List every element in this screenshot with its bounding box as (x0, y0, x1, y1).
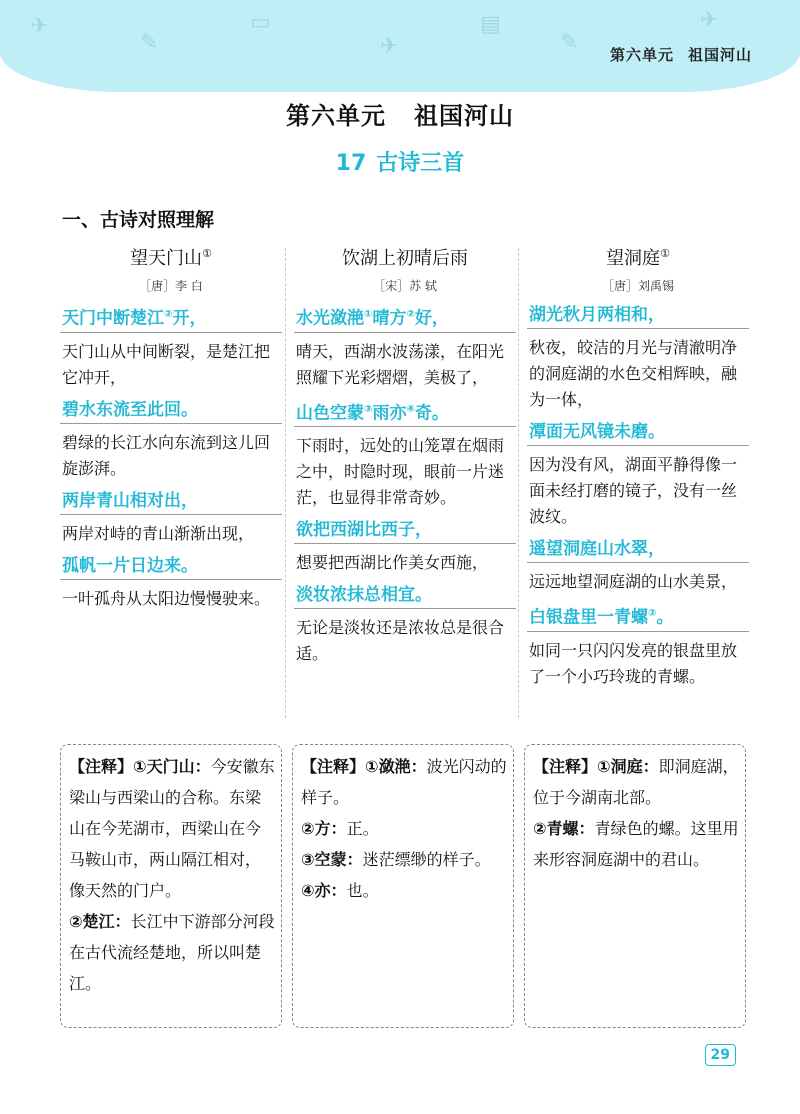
annotation-heading: 【注释】 (69, 757, 134, 776)
poem-line: 水光潋滟①晴方②好， (294, 300, 516, 333)
annotation-text: 也。 (346, 881, 379, 900)
poem-title: 望天门山① (130, 247, 212, 269)
poem-title: 望洞庭① (606, 247, 670, 269)
poem-translation: 远远地望洞庭湖的山水美景， (529, 572, 738, 591)
annotation-term: ②青螺： (533, 819, 595, 838)
section-title: 一、古诗对照理解 (62, 209, 215, 231)
pencil-icon: ✎ (560, 30, 579, 55)
poem-column-2 (294, 238, 516, 671)
lesson-title (0, 146, 800, 177)
running-header-unit: 第六单元 (609, 46, 674, 64)
poem-line: 欲把西湖比西子， (294, 515, 516, 544)
annotation-term: ②楚江： (69, 912, 131, 931)
unit-title-theme: 祖国河山 (414, 102, 514, 130)
annotation-text: 青绿色的螺。这里用来形容洞庭湖中的君山。 (533, 819, 739, 869)
annotation-heading: 【注释】 (301, 757, 366, 776)
poem-author: ［唐］李 白 (139, 279, 203, 293)
page-number: 29 (705, 1044, 736, 1066)
poem-translation: 无论是淡妆还是浓妆总是很合适。 (296, 618, 505, 664)
annotation-term: ①洞庭： (597, 757, 659, 776)
poem-column-3 (527, 238, 749, 694)
poem-translation: 因为没有风，湖面平静得像一面未经打磨的镜子，没有一丝波纹。 (529, 455, 738, 526)
annotation-text: 今安徽东梁山与西梁山的合称。东梁山在今芜湖市，西梁山在今马鞍山市，两山隔江相对，像天然的门户。 (69, 757, 275, 900)
poem-author: ［宋］苏 轼 (373, 279, 437, 293)
running-header-theme: 祖国河山 (687, 46, 752, 64)
poem-line: 白银盘里一青螺②。 (527, 599, 749, 632)
poem-translation: 想要把西湖比作美女西施， (296, 553, 489, 573)
annotation-text: 正。 (346, 819, 379, 838)
pencil-icon: ✎ (140, 30, 159, 55)
poem-author: ［唐］刘禹锡 (601, 279, 674, 293)
annotation-term: ④亦： (301, 881, 347, 900)
poem-line: 两岸青山相对出， (60, 486, 282, 515)
poem-line: 潭面无风镜未磨。 (527, 417, 749, 446)
poem-line: 天门中断楚江②开， (60, 300, 282, 333)
lesson-number: 17 (335, 151, 367, 176)
annotation-box-1 (60, 744, 282, 1028)
annotation-box-2 (292, 744, 514, 1028)
poem-translation: 天门山从中间断裂，是楚江把它冲开， (62, 341, 271, 387)
poem-translation: 下雨时，远处的山笼罩在烟雨之中，时隐时现，眼前一片迷茫，也显得非常奇妙。 (296, 436, 505, 508)
annotation-term: ①天门山： (133, 757, 211, 776)
annotation-text: 即洞庭湖，位于今湖南北部。 (533, 757, 739, 807)
annotation-text: 迷茫缥缈的样子。 (362, 850, 491, 869)
annotation-box-3 (524, 744, 746, 1028)
annotation-term: ②方： (301, 819, 347, 838)
annotation-heading: 【注释】 (533, 757, 598, 776)
annotation-term: ③空蒙： (301, 850, 363, 869)
book-icon: ▤ (480, 12, 501, 37)
poem-translation: 如同一只闪闪发亮的银盘里放了一个小巧玲珑的青螺。 (529, 640, 738, 686)
poem-column-1 (60, 238, 282, 616)
header-band (0, 0, 800, 92)
poem-translation: 秋夜，皎洁的月光与清澈明净的洞庭湖的水色交相辉映，融为一体， (529, 338, 738, 409)
poem-translation: 一叶孤舟从太阳边慢慢驶来。 (62, 588, 271, 608)
poem-translation: 两岸对峙的青山渐渐出现， (62, 523, 255, 543)
paper-plane-icon: ✈ (700, 8, 719, 33)
annotation-text: 长江中下游部分河段在古代流经楚地，所以叫楚江。 (69, 912, 275, 993)
annotation-text: 波光闪动的样子。 (301, 757, 507, 807)
unit-title (0, 96, 800, 131)
unit-title-unit: 第六单元 (286, 102, 386, 130)
annotation-term: ①潋滟： (365, 757, 427, 776)
poem-translation: 碧绿的长江水向东流到这儿回旋澎湃。 (62, 432, 271, 478)
poem-line: 淡妆浓抹总相宜。 (294, 580, 516, 609)
poem-line: 孤帆一片日边来。 (60, 551, 282, 580)
ruler-icon: ▭ (250, 10, 271, 35)
lesson-name: 古诗三首 (376, 151, 465, 176)
poem-line: 湖光秋月两相和， (527, 300, 749, 329)
column-divider (285, 248, 286, 718)
poem-line: 碧水东流至此回。 (60, 395, 282, 424)
paper-plane-icon: ✈ (30, 14, 49, 39)
poem-line: 遥望洞庭山水翠， (527, 534, 749, 563)
column-divider (518, 248, 519, 718)
poem-title: 饮湖上初晴后雨 (342, 248, 468, 269)
running-header (610, 44, 752, 65)
paper-plane-icon: ✈ (380, 34, 399, 59)
poem-line: 山色空蒙③雨亦④奇。 (294, 395, 516, 428)
poem-translation: 晴天，西湖水波荡漾，在阳光照耀下光彩熠熠，美极了， (296, 341, 505, 387)
